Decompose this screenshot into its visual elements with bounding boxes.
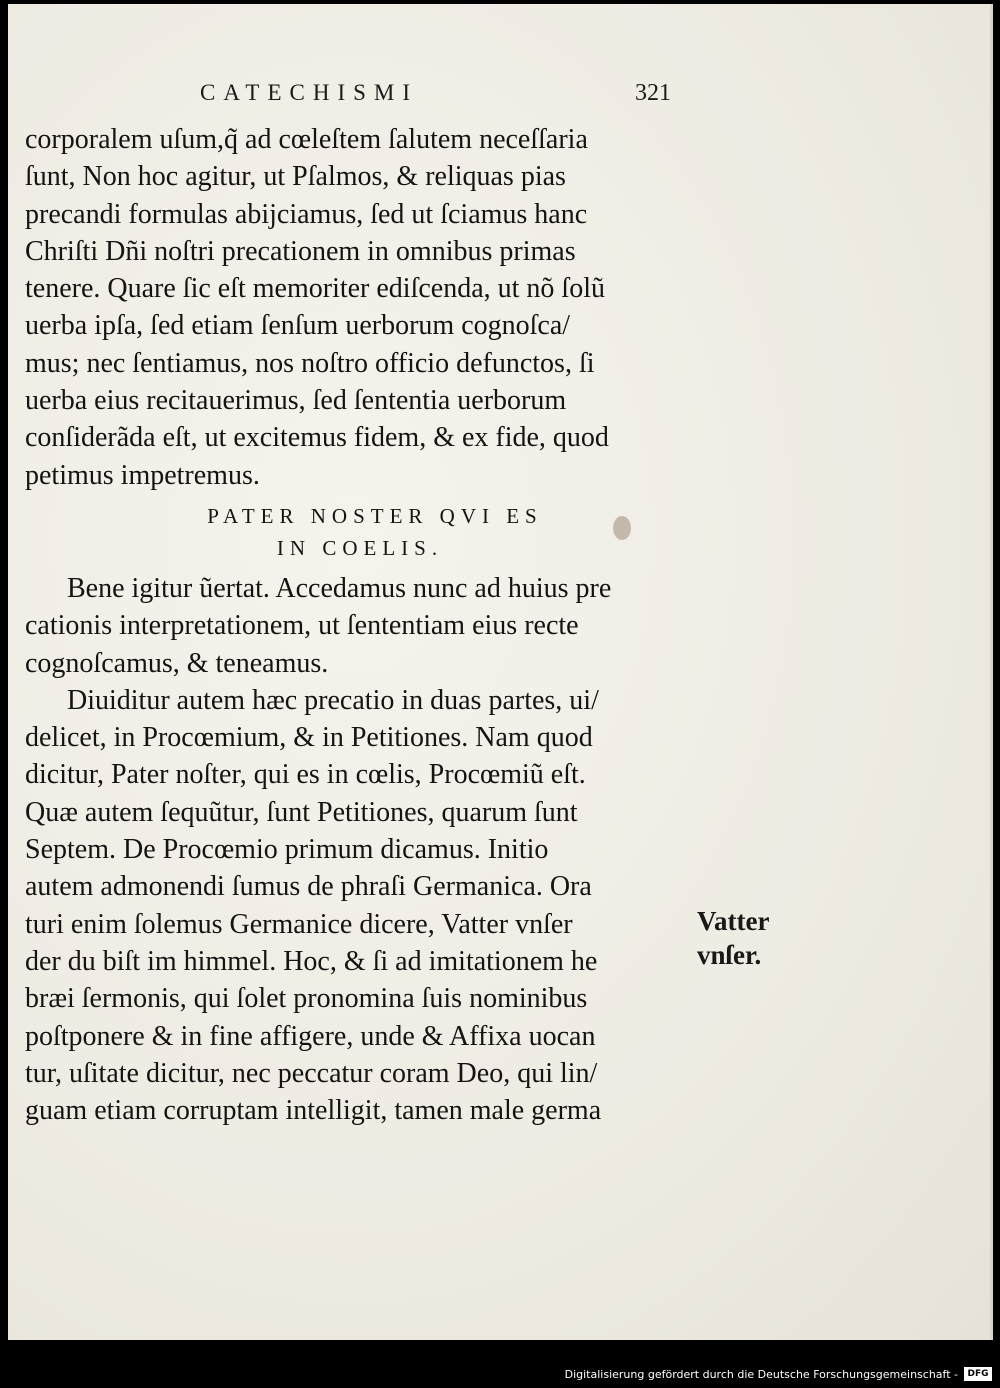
text-line: Diuiditur autem hæc precatio in duas partes, ui/ bbox=[67, 684, 599, 716]
page-header bbox=[8, 80, 990, 120]
text-line: Chriſti Dñi noſtri precationem in omnibus primas bbox=[25, 235, 576, 267]
text-line: bræi ſermonis, qui ſolet pronomina ſuis nominibus bbox=[25, 983, 588, 1015]
text-line: uerba ipſa, ſed etiam ſenſum uerborum cognoſca/ bbox=[25, 310, 571, 342]
dfg-logo: DFG bbox=[964, 1367, 992, 1381]
book-page bbox=[8, 4, 993, 1340]
text-line: mus; nec ſentiamus, nos noſtro officio defunctos, ſi bbox=[25, 347, 595, 379]
funding-credit: Digitalisierung gefördert durch die Deutsche Forschungsgemeinschaft - bbox=[564, 1368, 958, 1381]
footer-bar bbox=[0, 1362, 1000, 1388]
text-line: autem admonendi ſumus de phraſi Germanica. Ora bbox=[25, 871, 592, 903]
text-line: cationis interpretationem, ut ſententiam eius recte bbox=[25, 610, 579, 642]
text-line: dicitur, Pater noſter, qui es in cœlis, Procœmiũ eſt. bbox=[25, 759, 586, 791]
text-line: corporalem uſum,q̃ ad cœleſtem ſalutem neceſſaria bbox=[25, 124, 588, 155]
text-line: delicet, in Procœmium, & in Petitiones. Nam quod bbox=[25, 722, 593, 754]
text-line: tenere. Quare ſic eſt memoriter ediſcenda, ut nõ ſolũ bbox=[25, 273, 605, 305]
text-line: conſiderãda eſt, ut excitemus fidem, & ex fide, quod bbox=[25, 422, 609, 454]
text-line: cognoſcamus, & teneamus. bbox=[25, 647, 329, 679]
text-line: ſunt, Non hoc agitur, ut Pſalmos, & reliquas pias bbox=[25, 161, 566, 193]
text-line: turi enim ſolemus Germanice dicere, Vatter vnſer bbox=[25, 908, 573, 940]
text-line: Septem. De Procœmio primum dicamus. Initio bbox=[25, 834, 549, 866]
section-heading-line-2: IN COELIS. bbox=[276, 535, 444, 560]
text-line: precandi formulas abijciamus, ſed ut ſciamus hanc bbox=[25, 198, 588, 230]
text-line: poſtponere & in fine affigere, unde & Affixa uocan bbox=[25, 1020, 596, 1052]
text-line: uerba eius recitauerimus, ſed ſententia uerborum bbox=[25, 385, 567, 417]
text-line: guam etiam corruptam intelligit, tamen male germa bbox=[25, 1095, 602, 1127]
body-text bbox=[25, 121, 695, 1129]
text-line: tur, uſitate dicitur, nec peccatur coram Deo, qui lin/ bbox=[25, 1057, 598, 1089]
section-heading-line-1: PATER NOSTER QVI ES bbox=[207, 503, 543, 528]
text-line: Bene igitur ũertat. Accedamus nunc ad huius pre bbox=[67, 572, 612, 604]
marginal-note bbox=[697, 904, 769, 972]
text-line: Quæ autem ſequũtur, ſunt Petitiones, quarum ſunt bbox=[25, 796, 578, 828]
running-title: CATECHISMI bbox=[200, 80, 419, 105]
page-number: 321 bbox=[635, 80, 671, 106]
marginal-note-line-2: vnſer. bbox=[697, 940, 762, 970]
text-line: der du biſt im himmel. Hoc, & ſi ad imitationem he bbox=[25, 945, 598, 977]
text-line: petimus impetremus. bbox=[25, 459, 260, 491]
marginal-note-line-1: Vatter bbox=[697, 906, 770, 936]
